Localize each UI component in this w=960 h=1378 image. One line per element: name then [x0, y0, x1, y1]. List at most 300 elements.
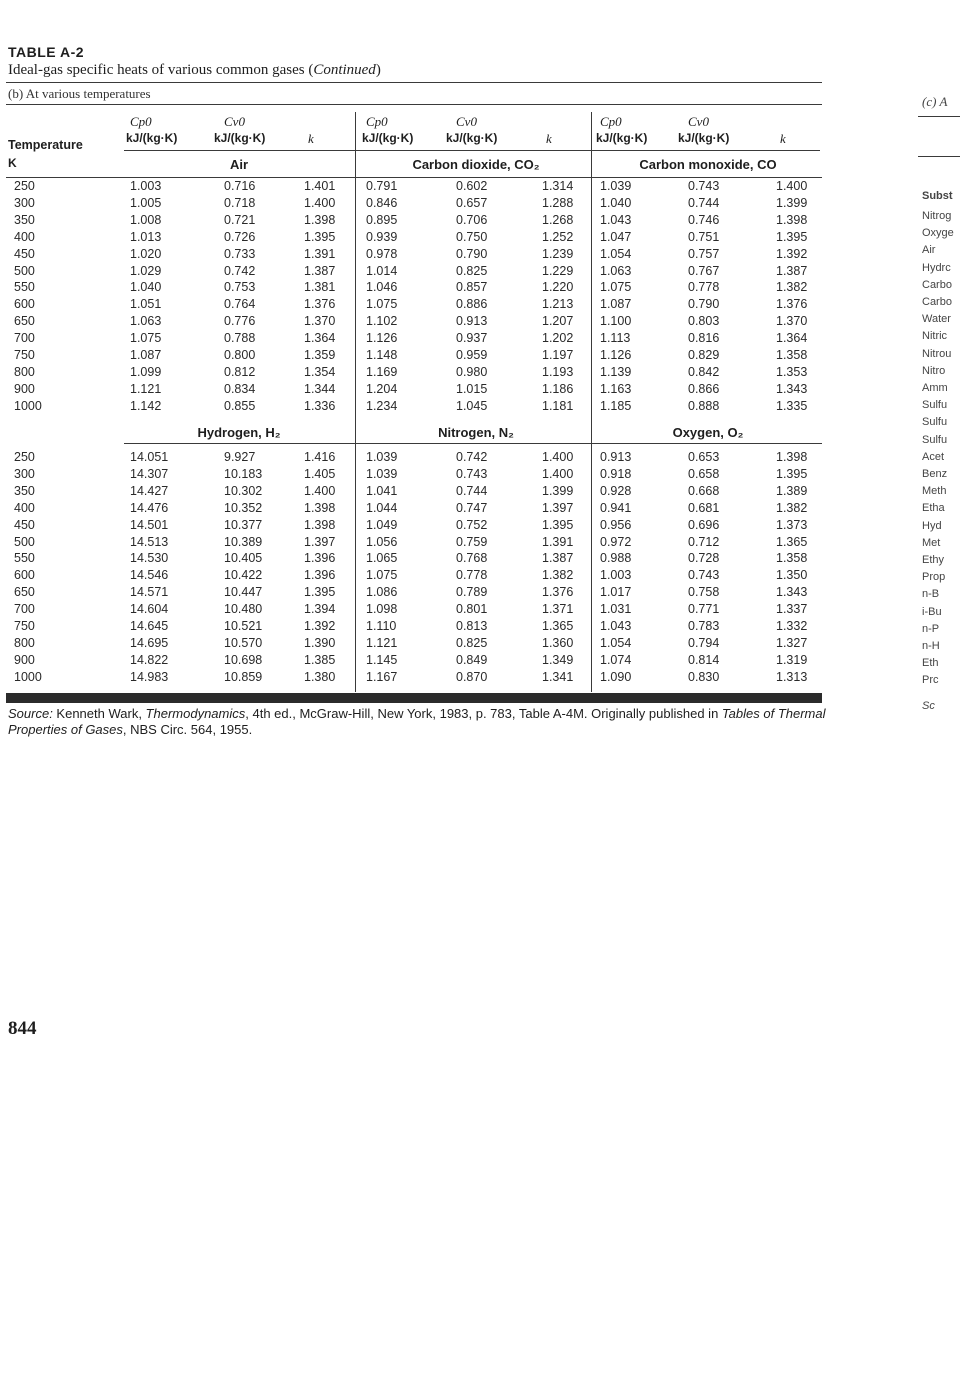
value-cell: 0.778: [688, 280, 720, 295]
value-cell: 0.913: [456, 314, 488, 329]
value-cell: 14.822: [130, 652, 169, 667]
value-cell: 1.054: [600, 246, 632, 261]
cv0-unit: kJ/(kg·K): [214, 131, 266, 145]
value-cell: 10.570: [224, 635, 263, 650]
value-cell: 1.090: [600, 669, 632, 684]
value-cell: 1.040: [130, 280, 162, 295]
table-rule: [124, 443, 822, 444]
side-item-label: Met: [922, 536, 941, 549]
side-item-label: Nitric: [922, 330, 948, 343]
value-cell: 1.313: [776, 669, 808, 684]
value-cell: 1.204: [366, 381, 398, 396]
h2-group-title: Hydrogen, H₂: [197, 425, 281, 440]
side-item-label: Sulfu: [922, 416, 948, 429]
value-cell: 1.039: [600, 179, 632, 193]
value-cell: 0.937: [456, 331, 488, 346]
source-note: [8, 706, 838, 738]
value-cell: 1.181: [542, 398, 574, 413]
value-cell: 1.353: [776, 364, 808, 379]
value-cell: 14.645: [130, 619, 169, 633]
value-cell: 0.746: [688, 212, 720, 227]
table-title-continued: Continued: [313, 62, 376, 78]
cp0-symbol: Cp0: [600, 114, 622, 129]
value-cell: 0.814: [688, 652, 720, 667]
side-item-label: n-P: [922, 622, 940, 635]
value-cell: 1.399: [776, 195, 808, 210]
value-cell: 1.013: [130, 229, 162, 244]
value-cell: 10.447: [224, 585, 263, 600]
value-cell: 0.743: [688, 179, 720, 193]
value-cell: 1.400: [304, 483, 336, 498]
value-cell: 1.341: [542, 669, 574, 684]
value-cell: 0.759: [456, 534, 488, 549]
temperature-cell: 700: [14, 331, 35, 346]
value-cell: 1.063: [600, 263, 632, 278]
temperature-cell: 900: [14, 381, 35, 396]
value-cell: 0.752: [456, 517, 488, 532]
value-cell: 1.197: [542, 348, 574, 362]
value-cell: 1.110: [366, 619, 397, 633]
side-header: Subst: [922, 190, 953, 202]
value-cell: 0.726: [224, 229, 256, 244]
temperature-cell: 550: [14, 280, 35, 295]
value-cell: 0.771: [688, 602, 720, 617]
cv0-unit: kJ/(kg·K): [446, 131, 498, 145]
value-cell: 0.789: [456, 585, 488, 600]
value-cell: 0.783: [688, 619, 720, 633]
value-cell: 1.376: [542, 585, 574, 600]
value-cell: 1.100: [600, 314, 632, 329]
side-item-label: Sulfu: [922, 399, 948, 412]
value-cell: 1.385: [304, 652, 336, 667]
temperature-unit: K: [8, 156, 17, 170]
value-cell: 1.121: [130, 381, 162, 396]
value-cell: 1.373: [776, 517, 808, 532]
value-cell: 1.051: [130, 297, 162, 312]
value-cell: 1.126: [366, 331, 398, 346]
value-cell: 0.794: [688, 635, 720, 650]
value-cell: 1.014: [366, 263, 398, 278]
temperature-cell: 600: [14, 297, 35, 312]
side-item-label: Sulfu: [922, 433, 948, 446]
air-group-title: Air: [229, 157, 249, 172]
temperature-cell: 450: [14, 246, 35, 261]
value-cell: 0.718: [224, 195, 256, 210]
value-cell: 0.776: [224, 314, 256, 329]
value-cell: 1.043: [600, 212, 632, 227]
value-cell: 1.392: [304, 619, 336, 633]
value-cell: 0.743: [688, 568, 720, 583]
side-item-label: i-Bu: [922, 605, 942, 618]
value-cell: 10.302: [224, 483, 263, 498]
adjacent-page-fragment: [900, 0, 960, 1378]
cp0-unit: kJ/(kg·K): [126, 131, 178, 145]
value-cell: 1.371: [542, 602, 574, 617]
o2-group-title: Oxygen, O₂: [672, 425, 744, 440]
value-cell: 1.387: [776, 263, 808, 278]
value-cell: 0.791: [366, 179, 398, 193]
value-cell: 1.332: [776, 619, 808, 633]
value-cell: 0.706: [456, 212, 488, 227]
temperature-cell: 500: [14, 263, 35, 278]
side-item-label: Ethy: [922, 554, 945, 566]
temperature-cell: 800: [14, 635, 35, 650]
value-cell: 10.352: [224, 500, 263, 515]
value-cell: 0.764: [224, 297, 256, 312]
value-cell: 1.398: [776, 212, 808, 227]
value-cell: 0.757: [688, 246, 720, 261]
value-cell: 1.229: [542, 263, 574, 278]
value-cell: 1.005: [130, 195, 162, 210]
table-subcaption: (b) At various temperatures: [8, 86, 151, 101]
temperature-cell: 650: [14, 585, 35, 600]
subcaption-divider: [6, 104, 822, 105]
value-cell: 0.918: [600, 466, 632, 481]
value-cell: 1.359: [304, 348, 336, 362]
value-cell: 1.087: [130, 348, 162, 362]
value-cell: 1.020: [130, 246, 162, 261]
side-item-label: Oxyge: [922, 227, 954, 240]
temperature-cell: 250: [14, 179, 35, 193]
value-cell: 0.956: [600, 517, 632, 532]
value-cell: 1.394: [304, 602, 336, 617]
value-cell: 0.913: [600, 450, 632, 464]
column-separator: [355, 112, 356, 692]
value-cell: 14.307: [130, 466, 169, 481]
value-cell: 0.696: [688, 517, 720, 532]
value-cell: 14.983: [130, 669, 169, 684]
value-cell: 0.751: [688, 229, 720, 244]
value-cell: 0.857: [456, 280, 488, 295]
value-cell: 1.382: [776, 280, 808, 295]
value-cell: 1.335: [776, 398, 808, 413]
value-cell: 0.972: [600, 534, 632, 549]
value-cell: 1.395: [304, 229, 336, 244]
value-cell: 1.389: [776, 483, 808, 498]
value-cell: 0.753: [224, 280, 256, 295]
value-cell: 0.855: [224, 398, 256, 413]
value-cell: 0.800: [224, 348, 256, 362]
value-cell: 10.377: [224, 517, 263, 532]
value-cell: 1.390: [304, 635, 336, 650]
side-footer: Sc: [922, 700, 935, 712]
value-cell: 0.988: [600, 551, 632, 566]
value-cell: 0.742: [456, 450, 488, 464]
value-cell: 0.668: [688, 483, 720, 498]
value-cell: 1.364: [776, 331, 808, 346]
value-cell: 1.008: [130, 212, 162, 227]
cp0-symbol: Cp0: [366, 114, 388, 129]
value-cell: 1.400: [542, 466, 574, 481]
value-cell: 0.825: [456, 635, 488, 650]
value-cell: 1.193: [542, 364, 574, 379]
value-cell: 10.698: [224, 652, 263, 667]
temperature-cell: 750: [14, 348, 35, 362]
value-cell: 10.422: [224, 568, 263, 583]
cp0-unit: kJ/(kg·K): [596, 131, 648, 145]
value-cell: 1.401: [304, 179, 336, 193]
value-cell: 1.029: [130, 263, 162, 278]
title-divider: [6, 82, 822, 83]
value-cell: 1.395: [542, 517, 574, 532]
side-item-label: Hyd: [922, 519, 942, 532]
value-cell: 1.039: [366, 466, 398, 481]
value-cell: 1.382: [776, 500, 808, 515]
temperature-cell: 900: [14, 652, 35, 667]
temperature-cell: 1000: [14, 398, 42, 413]
value-cell: 1.288: [542, 195, 574, 210]
value-cell: 14.604: [130, 602, 169, 617]
value-cell: 14.501: [130, 517, 169, 532]
side-item-label: Nitrou: [922, 347, 952, 360]
value-cell: 10.183: [224, 466, 263, 481]
side-item-label: Carbo: [922, 278, 952, 291]
cv0-unit: kJ/(kg·K): [678, 131, 730, 145]
value-cell: 1.337: [776, 602, 808, 617]
value-cell: 1.350: [776, 568, 808, 583]
side-item-label: Etha: [922, 502, 945, 515]
cp0-symbol: Cp0: [130, 114, 152, 129]
value-cell: 1.031: [600, 602, 632, 617]
co-group-title: Carbon monoxide, CO: [639, 157, 777, 172]
source-text-2: , 4th ed., McGraw-Hill, New York, 1983, p. 783, Table A-4M. Originally published in: [245, 706, 722, 721]
n2-group-title: Nitrogen, N₂: [438, 425, 514, 440]
temperature-cell: 400: [14, 229, 35, 244]
value-cell: 1.041: [366, 483, 398, 498]
value-cell: 14.476: [130, 500, 169, 515]
value-cell: 1.344: [304, 381, 336, 396]
cv0-symbol: Cv0: [456, 114, 477, 129]
side-item-label: Nitro: [922, 364, 946, 377]
source-book: Thermodynamics: [145, 706, 246, 721]
value-cell: 14.546: [130, 568, 169, 583]
table-rule: [124, 150, 820, 151]
value-cell: 1.043: [600, 619, 632, 633]
value-cell: 1.364: [304, 331, 336, 346]
value-cell: 10.521: [224, 619, 263, 633]
side-item-label: Prc: [922, 674, 939, 687]
temperature-cell: 550: [14, 551, 35, 566]
page-number: 844: [8, 1018, 37, 1039]
value-cell: 1.397: [542, 500, 574, 515]
value-cell: 1.003: [130, 179, 162, 193]
value-cell: 1.268: [542, 212, 574, 227]
temperature-cell: 300: [14, 466, 35, 481]
side-rule-1: [918, 116, 960, 117]
value-cell: 0.928: [600, 483, 632, 498]
side-item-label: Amm: [922, 382, 948, 394]
value-cell: 0.758: [688, 585, 720, 600]
table-bottom-band: [6, 693, 822, 703]
value-cell: 1.075: [366, 568, 398, 583]
value-cell: 0.849: [456, 652, 488, 667]
value-cell: 10.859: [224, 669, 263, 684]
value-cell: 1.220: [542, 280, 574, 295]
side-item-label: Prop: [922, 571, 946, 584]
k-symbol: k: [546, 131, 552, 146]
value-cell: 0.744: [688, 195, 720, 210]
value-cell: 1.395: [776, 229, 808, 244]
value-cell: 1.139: [600, 364, 632, 379]
value-cell: 1.395: [776, 466, 808, 481]
value-cell: 1.239: [542, 246, 574, 261]
value-cell: 0.825: [456, 263, 488, 278]
side-item-label: Air: [922, 244, 936, 257]
temperature-cell: 500: [14, 534, 35, 549]
value-cell: 1.075: [600, 280, 632, 295]
value-cell: 1.314: [542, 179, 574, 193]
value-cell: 1.400: [542, 450, 574, 464]
temperature-cell: 350: [14, 483, 35, 498]
value-cell: 0.846: [366, 195, 398, 210]
side-caption: (c) A: [922, 94, 948, 109]
value-cell: 1.358: [776, 348, 808, 362]
value-cell: 1.040: [600, 195, 632, 210]
value-cell: 1.397: [304, 534, 336, 549]
value-cell: 0.813: [456, 619, 488, 633]
source-ref: Tables of Thermal Properties of Gases: [8, 706, 826, 737]
value-cell: 1.387: [542, 551, 574, 566]
value-cell: 0.721: [224, 212, 256, 227]
value-cell: 0.728: [688, 551, 720, 566]
table-label: TABLE A-2: [8, 44, 85, 60]
source-text-1: Kenneth Wark,: [52, 706, 146, 721]
value-cell: 1.003: [600, 568, 632, 583]
temperature-cell: 700: [14, 602, 35, 617]
value-cell: 1.121: [366, 635, 398, 650]
value-cell: 0.816: [688, 331, 720, 346]
value-cell: 10.480: [224, 602, 263, 617]
value-cell: 1.370: [304, 314, 336, 329]
value-cell: 1.343: [776, 381, 808, 396]
cv0-symbol: Cv0: [224, 114, 245, 129]
value-cell: 1.207: [542, 314, 574, 329]
value-cell: 1.252: [542, 229, 574, 244]
value-cell: 1.126: [600, 348, 632, 362]
value-cell: 1.054: [600, 635, 632, 650]
value-cell: 0.812: [224, 364, 256, 379]
value-cell: 14.530: [130, 551, 169, 566]
value-cell: 1.365: [542, 619, 574, 633]
value-cell: 0.895: [366, 212, 398, 227]
table-rule: [6, 177, 822, 178]
value-cell: 1.376: [304, 297, 336, 312]
value-cell: 1.099: [130, 364, 162, 379]
value-cell: 0.744: [456, 483, 488, 498]
value-cell: 1.046: [366, 280, 398, 295]
value-cell: 1.186: [542, 381, 574, 396]
value-cell: 0.886: [456, 297, 488, 312]
value-cell: 1.398: [776, 450, 808, 464]
value-cell: 1.065: [366, 551, 398, 566]
value-cell: 1.213: [542, 297, 574, 312]
value-cell: 0.829: [688, 348, 720, 362]
value-cell: 0.658: [688, 466, 720, 481]
value-cell: 1.380: [304, 669, 336, 684]
value-cell: 1.416: [304, 450, 336, 464]
value-cell: 1.142: [130, 398, 162, 413]
value-cell: 1.202: [542, 331, 574, 346]
value-cell: 0.747: [456, 500, 488, 515]
value-cell: 1.396: [304, 551, 336, 566]
value-cell: 1.148: [366, 348, 398, 362]
temperature-cell: 350: [14, 212, 35, 227]
value-cell: 1.387: [304, 263, 336, 278]
value-cell: 1.319: [776, 652, 808, 667]
value-cell: 1.234: [366, 398, 398, 413]
value-cell: 1.399: [542, 483, 574, 498]
value-cell: 1.017: [600, 585, 632, 600]
temperature-cell: 600: [14, 568, 35, 583]
value-cell: 1.185: [600, 398, 632, 413]
value-cell: 1.365: [776, 534, 808, 549]
value-cell: 1.075: [366, 297, 398, 312]
value-cell: 1.063: [130, 314, 162, 329]
temperature-cell: 400: [14, 500, 35, 515]
value-cell: 0.866: [688, 381, 720, 396]
side-item-label: n-B: [922, 588, 940, 601]
value-cell: 1.405: [304, 466, 336, 481]
temperature-cell: 800: [14, 364, 35, 379]
temperature-cell: 650: [14, 314, 35, 329]
value-cell: 1.376: [776, 297, 808, 312]
value-cell: 1.382: [542, 568, 574, 583]
value-cell: 1.398: [304, 212, 336, 227]
value-cell: 0.768: [456, 551, 488, 566]
table-title: [8, 62, 381, 79]
co2-group-title: Carbon dioxide, CO₂: [412, 157, 540, 172]
value-cell: 9.927: [224, 450, 256, 464]
value-cell: 1.087: [600, 297, 632, 312]
table-title-main: Ideal-gas specific heats of various common gases (: [8, 62, 314, 78]
value-cell: 0.980: [456, 364, 488, 379]
value-cell: 14.051: [130, 450, 169, 464]
value-cell: 1.358: [776, 551, 808, 566]
value-cell: 0.681: [688, 500, 720, 515]
value-cell: 0.830: [688, 669, 720, 684]
value-cell: 14.571: [130, 585, 169, 600]
temperature-header: Temperature: [8, 138, 83, 152]
value-cell: 1.169: [366, 364, 398, 379]
value-cell: 1.102: [366, 314, 398, 329]
value-cell: 0.959: [456, 348, 488, 362]
value-cell: 0.750: [456, 229, 488, 244]
value-cell: 0.978: [366, 246, 398, 261]
side-item-label: Meth: [922, 485, 947, 498]
value-cell: 0.742: [224, 263, 256, 278]
value-cell: 1.075: [130, 331, 162, 346]
value-cell: 0.716: [224, 179, 256, 193]
value-cell: 0.653: [688, 450, 720, 464]
value-cell: 10.405: [224, 551, 263, 566]
value-cell: 14.695: [130, 635, 169, 650]
value-cell: 1.049: [366, 517, 398, 532]
temperature-cell: 1000: [14, 669, 42, 684]
side-item-label: Eth: [922, 657, 939, 670]
value-cell: 1.086: [366, 585, 398, 600]
value-cell: 1.015: [456, 381, 488, 396]
temperature-cell: 450: [14, 517, 35, 532]
value-cell: 1.327: [776, 635, 808, 650]
value-cell: 1.163: [600, 381, 632, 396]
value-cell: 0.870: [456, 669, 488, 684]
value-cell: 0.842: [688, 364, 720, 379]
side-item-label: n-H: [922, 640, 940, 652]
cv0-symbol: Cv0: [688, 114, 709, 129]
value-cell: 0.657: [456, 195, 488, 210]
value-cell: 0.803: [688, 314, 720, 329]
value-cell: 1.045: [456, 398, 488, 413]
